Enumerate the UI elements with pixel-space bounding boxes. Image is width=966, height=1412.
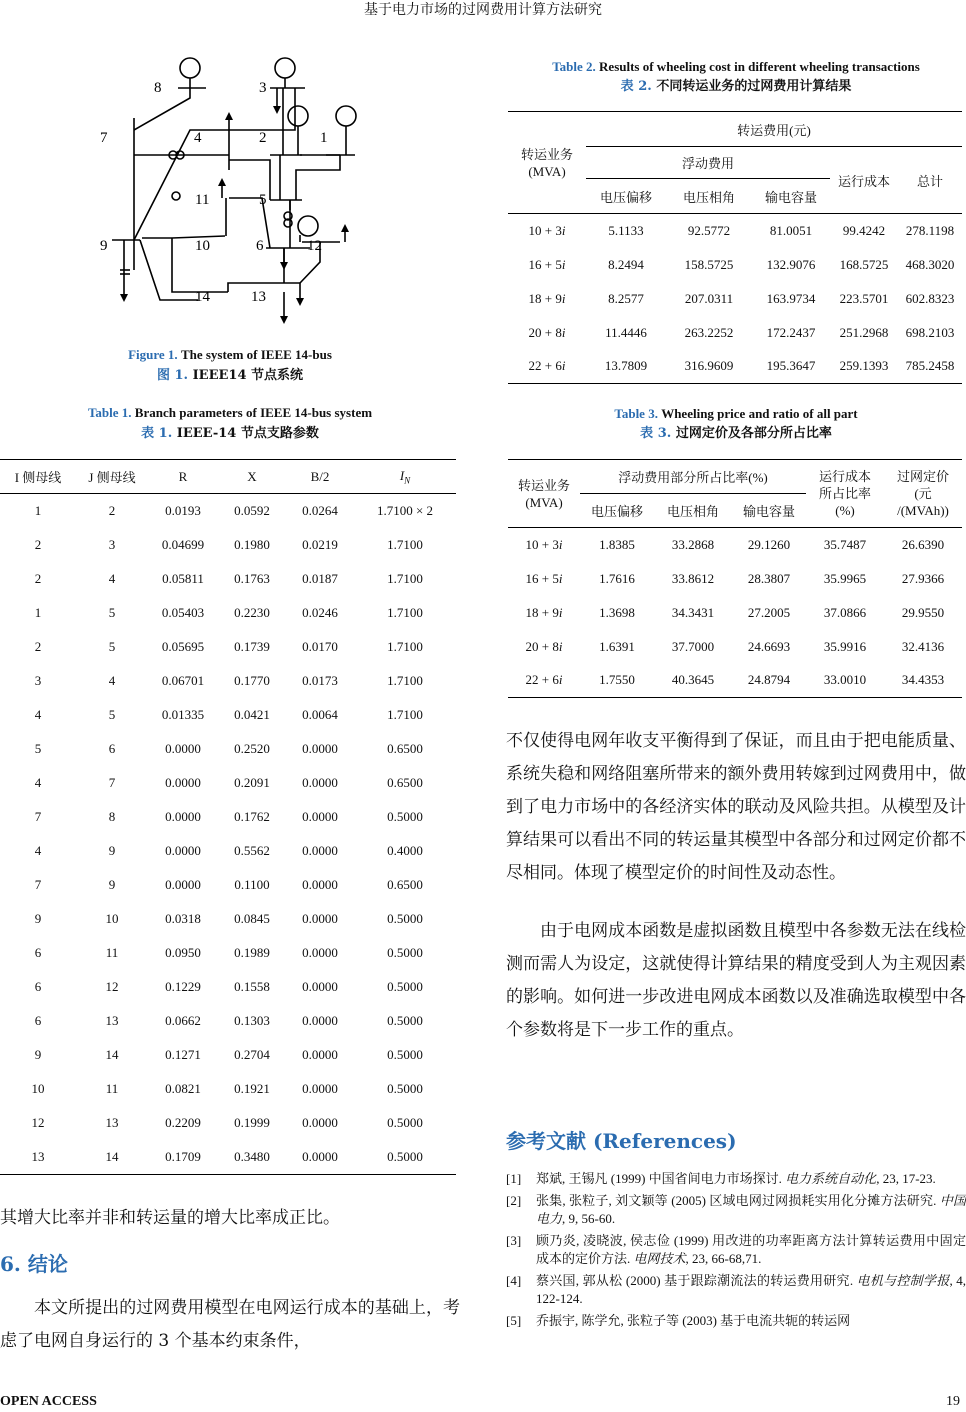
table-cell: 0.1229 <box>165 979 201 994</box>
table-cell: 132.9076 <box>766 256 816 272</box>
table-cell: 10 <box>105 911 119 926</box>
table-cell: 27.9366 <box>901 570 945 586</box>
table-cell: 0.04699 <box>161 537 205 552</box>
col-header: 运行成本 所占比率 (%) <box>806 460 884 528</box>
table-cell: 14 <box>105 1149 119 1164</box>
table-cell: 34.3431 <box>671 604 715 620</box>
table-cell: 0.2091 <box>234 775 270 790</box>
footer-open-access: OPEN ACCESS <box>0 1394 97 1409</box>
table-cell: 6 <box>108 741 116 756</box>
col-header: 浮动费用 <box>586 147 830 179</box>
reference-item: [3] 顾乃炎, 凌晓波, 侯志俭 (1999) 用改进的功率距离方法计算转运费用中固定成本的定价方法. 电网技术, 23, 66-68,71. <box>506 1233 966 1266</box>
bus-label: 13 <box>251 289 266 305</box>
table-cell: 2 <box>34 537 42 552</box>
table-cell: 0.5000 <box>387 1081 423 1096</box>
table-cell: 0.1980 <box>234 537 270 552</box>
table-cell: 4 <box>34 843 42 858</box>
table-cell: 251.2968 <box>839 324 889 340</box>
table-cell: 0.0000 <box>302 1115 338 1130</box>
table-cell: 10 + 3i <box>528 222 566 238</box>
reference-item: [2] 张集, 张粒子, 刘文颖等 (2005) 区域电网过网损耗实用化分摊方法研究. 中国电力, 9, 56-60. <box>506 1193 966 1226</box>
table1-caption-zh: 表 1. IEEE-14 节点支路参数 <box>141 426 319 441</box>
table-cell: 0.6500 <box>387 877 423 892</box>
table-cell: 26.6390 <box>901 536 945 552</box>
left-paragraph-2: 本文所提出的过网费用模型在电网运行成本的基础上，考虑了电网自身运行的 3 个基本约束条件， <box>0 1298 460 1351</box>
table-row <box>0 1106 456 1140</box>
table-cell: 1.3698 <box>599 604 635 620</box>
table-cell: 0.2230 <box>234 605 270 620</box>
table-cell: 29.1260 <box>747 536 791 552</box>
table-row <box>508 596 962 630</box>
table-cell: 0.0000 <box>302 1013 338 1028</box>
table-cell: 99.4242 <box>842 222 886 238</box>
table-cell: 0.5000 <box>387 1115 423 1130</box>
table-cell: 0.0000 <box>302 1149 338 1164</box>
table-cell: 35.9965 <box>823 570 867 586</box>
table-cell: 0.1303 <box>234 1013 270 1028</box>
figure1-caption-en: Figure 1. The system of IEEE 14-bus <box>128 347 332 362</box>
table-cell: 0.1770 <box>234 673 270 688</box>
bus-label: 8 <box>154 80 162 96</box>
right-paragraph-1: 不仅使得电网年收支平衡得到了保证，而且由于把电能质量、系统失稳和网络阻塞所带来的额外费用转嫁到过网费用中，做到了电力市场中的各经济实体的联动及风险共担。从模型及计算结果可以看出不同的转运量其模型中各部分和过网定价都不尽相同。体现了模型定价的时间性及动态性。 <box>506 731 966 883</box>
table-row <box>508 282 962 316</box>
table-row <box>0 936 456 970</box>
table-cell: 13.7809 <box>604 358 648 374</box>
bus-label: 3 <box>259 80 267 96</box>
table-cell: 10 <box>31 1081 45 1096</box>
table-cell: 163.9734 <box>766 290 816 306</box>
table-cell: 0.0000 <box>302 911 338 926</box>
table-cell: 5 <box>108 639 116 654</box>
table-row <box>508 248 962 282</box>
table-cell: 0.0187 <box>302 571 338 586</box>
table-cell: 8.2494 <box>608 256 644 272</box>
table-cell: 0.6500 <box>387 775 423 790</box>
table-cell: 0.0000 <box>302 945 338 960</box>
table-row <box>0 562 456 596</box>
table-cell: 5 <box>108 707 116 722</box>
col-header: 转运费用(元) <box>586 112 962 147</box>
table-cell: 4 <box>34 707 42 722</box>
table-cell: 1.7616 <box>599 570 635 586</box>
table-row <box>508 214 962 248</box>
table-cell: 33.2868 <box>671 536 715 552</box>
col-header: 转运业务 (MVA) <box>508 112 586 214</box>
table-row <box>0 494 456 529</box>
table-cell: 0.0000 <box>302 1047 338 1062</box>
reference-item: [4] 蔡兴国, 郭从松 (2000) 基于跟踪潮流法的转运费用研究. 电机与控制学报, 4, 122-124. <box>506 1273 966 1306</box>
table-cell: 223.5701 <box>839 290 889 306</box>
table-cell: 0.5000 <box>387 1047 423 1062</box>
table-cell: 1.7100 <box>387 571 423 586</box>
table-cell: 1.6391 <box>599 638 635 654</box>
table-cell: 0.0000 <box>165 877 201 892</box>
table3-wheeling-price <box>508 459 962 698</box>
table-cell: 0.1709 <box>165 1149 201 1164</box>
table-cell: 0.0000 <box>165 775 201 790</box>
col-header: 总计 <box>898 147 962 214</box>
table-cell: 11 <box>105 1081 119 1096</box>
table-row <box>0 1072 456 1106</box>
table-cell: 22 + 6i <box>528 358 566 374</box>
table-row <box>508 630 962 664</box>
table-cell: 259.1393 <box>839 358 889 374</box>
table-cell: 1.7100 <box>387 605 423 620</box>
col-header: 过网定价 (元 /(MVAh)) <box>884 460 962 528</box>
col-header: 运行成本 <box>830 147 898 214</box>
table-row <box>0 902 456 936</box>
table-row <box>508 316 962 350</box>
table-cell: 0.0173 <box>302 673 338 688</box>
table2-wheeling-cost <box>508 111 962 384</box>
table-cell: 3 <box>34 673 42 688</box>
table-cell: 7 <box>108 775 116 790</box>
table-cell: 9 <box>108 877 116 892</box>
table-cell: 0.2520 <box>234 741 270 756</box>
table-row <box>508 350 962 384</box>
table-cell: 0.1763 <box>234 571 270 586</box>
table-cell: 1 <box>34 605 42 620</box>
table1-caption-en: Table 1. Branch parameters of IEEE 14-bus system <box>87 405 373 420</box>
table-cell: 0.5000 <box>387 945 423 960</box>
table-cell: 785.2458 <box>905 358 955 374</box>
figure1-caption-zh: 图 1. IEEE14 节点系统 <box>156 368 304 383</box>
table-cell: 468.3020 <box>905 256 955 272</box>
section-heading-conclusion: 6. 结论 <box>0 1252 68 1276</box>
table-cell: 0.5000 <box>387 979 423 994</box>
table2-caption-zh: 表 2. 不同转运业务的过网费用计算结果 <box>620 79 852 94</box>
table-cell: 0.0000 <box>302 809 338 824</box>
col-header: 输电容量 <box>732 494 806 528</box>
reference-item: [1] 郑斌, 王锡凡 (1999) 中国省间电力市场探讨. 电力系统自动化, 23, 17-23. <box>506 1171 936 1186</box>
table-cell: 0.2704 <box>234 1047 270 1062</box>
bus-label: 6 <box>256 238 264 254</box>
table-row <box>0 630 456 664</box>
table-cell: 0.5000 <box>387 911 423 926</box>
table-cell: 1.7550 <box>599 672 635 688</box>
col-header: J 侧母线 <box>76 460 148 494</box>
table-row <box>0 732 456 766</box>
table-cell: 16 + 5i <box>525 570 563 586</box>
table-row <box>0 800 456 834</box>
table-cell: 32.4136 <box>901 638 945 654</box>
bus-label: 1 <box>320 130 328 146</box>
ieee14-bus-diagram <box>95 52 375 327</box>
table-cell: 0.1921 <box>234 1081 270 1096</box>
table-cell: 37.0866 <box>823 604 867 620</box>
table-row <box>0 596 456 630</box>
bus-label: 5 <box>259 192 267 208</box>
table-row <box>0 834 456 868</box>
table-cell: 0.1762 <box>234 809 270 824</box>
table-row <box>0 698 456 732</box>
table-cell: 9 <box>108 843 116 858</box>
table-cell: 0.0000 <box>302 979 338 994</box>
table-cell: 8 <box>108 809 116 824</box>
table-cell: 263.2252 <box>684 324 734 340</box>
table-cell: 11.4446 <box>605 324 647 340</box>
table-cell: 0.0662 <box>165 1013 201 1028</box>
table-cell: 0.0592 <box>234 503 270 518</box>
table-cell: 0.5000 <box>387 1013 423 1028</box>
col-header: 电压偏移 <box>586 179 666 214</box>
table-cell: 6 <box>34 979 42 994</box>
table-row <box>508 528 962 562</box>
col-header: 电压相角 <box>666 179 752 214</box>
bus-label: 4 <box>194 130 202 146</box>
table1-branch-parameters <box>0 459 456 1175</box>
table3-caption-en: Table 3. Wheeling price and ratio of all part <box>614 406 858 421</box>
table-row <box>0 766 456 800</box>
reference-item: [5] 乔振宇, 陈学允, 张粒子等 (2003) 基于电流共轭的转运网 <box>506 1313 851 1328</box>
table-row <box>0 970 456 1004</box>
table-cell: 40.3645 <box>671 672 715 688</box>
table-cell: 0.4000 <box>387 843 423 858</box>
table-row <box>508 562 962 596</box>
left-paragraph-1: 其增大比率并非和转运量的增大比率成正比。 <box>0 1208 340 1228</box>
table-cell: 2 <box>108 503 116 518</box>
table-cell: 13 <box>31 1149 45 1164</box>
table-cell: 0.0000 <box>165 843 201 858</box>
table-cell: 1.7100 <box>387 707 423 722</box>
table-cell: 5.1133 <box>608 222 644 238</box>
table-cell: 22 + 6i <box>525 672 563 688</box>
table2-caption-en: Table 2. Results of wheeling cost in different wheeling transactions <box>552 59 920 74</box>
bus-label: 2 <box>259 130 267 146</box>
table-cell: 5 <box>108 605 116 620</box>
table-cell: 0.0000 <box>302 1081 338 1096</box>
table-cell: 0.0821 <box>165 1081 201 1096</box>
table-cell: 4 <box>108 673 116 688</box>
bus-label: 7 <box>100 130 108 146</box>
references-heading: 参考文献 (References) <box>506 1129 737 1153</box>
table-cell: 13 <box>105 1013 119 1028</box>
table-cell: 195.3647 <box>766 358 816 374</box>
table-cell: 35.9916 <box>823 638 867 654</box>
table-cell: 316.9609 <box>684 358 734 374</box>
table-cell: 24.6693 <box>747 638 791 654</box>
table-cell: 0.0000 <box>302 877 338 892</box>
table-cell: 7 <box>34 877 42 892</box>
table-cell: 10 + 3i <box>525 536 563 552</box>
col-header: 电压偏移 <box>580 494 654 528</box>
table-cell: 0.0000 <box>302 741 338 756</box>
table-row <box>508 664 962 698</box>
table-cell: 0.0845 <box>234 911 270 926</box>
table-cell: 0.0318 <box>165 911 201 926</box>
col-header: I 侧母线 <box>0 460 76 494</box>
table-cell: 0.0421 <box>234 707 270 722</box>
col-header: B/2 <box>286 460 354 494</box>
table-cell: 0.0000 <box>302 843 338 858</box>
table-cell: 2 <box>34 571 42 586</box>
table-cell: 0.5000 <box>387 809 423 824</box>
table-cell: 33.8612 <box>671 570 715 586</box>
table-cell: 0.5000 <box>387 1149 423 1164</box>
table-cell: 158.5725 <box>684 256 734 272</box>
table-cell: 0.0170 <box>302 639 338 654</box>
table-cell: 1.7100 <box>387 537 423 552</box>
bus-label: 9 <box>100 238 108 254</box>
table-cell: 0.1999 <box>234 1115 270 1130</box>
table-cell: 0.01335 <box>161 707 205 722</box>
table-cell: 12 <box>31 1115 45 1130</box>
table-cell: 5 <box>34 741 42 756</box>
table-row <box>0 664 456 698</box>
table-cell: 28.3807 <box>747 570 791 586</box>
table-cell: 35.7487 <box>823 536 867 552</box>
table-cell: 0.1100 <box>234 877 270 892</box>
table-cell: 1.7100 × 2 <box>376 503 434 518</box>
table-cell: 18 + 9i <box>528 290 566 306</box>
table-cell: 0.2209 <box>165 1115 201 1130</box>
table-cell: 34.4353 <box>901 672 945 688</box>
table-cell: 278.1198 <box>905 222 955 238</box>
table-cell: 0.0064 <box>302 707 338 722</box>
table-row <box>0 1038 456 1072</box>
table-cell: 4 <box>34 775 42 790</box>
table-cell: 0.06701 <box>161 673 205 688</box>
table-cell: 602.8323 <box>905 290 955 306</box>
table-cell: 3 <box>108 537 116 552</box>
table-cell: 13 <box>105 1115 119 1130</box>
table-cell: 0.5562 <box>234 843 270 858</box>
table-cell: 0.0950 <box>165 945 201 960</box>
table-cell: 172.2437 <box>766 324 816 340</box>
table-row <box>0 1140 456 1175</box>
table-cell: 18 + 9i <box>525 604 563 620</box>
table-cell: 0.0264 <box>302 503 338 518</box>
col-header: 电压相角 <box>654 494 732 528</box>
table-cell: 81.0051 <box>769 222 813 238</box>
table-cell: 29.9550 <box>901 604 945 620</box>
table-cell: 0.1989 <box>234 945 270 960</box>
table-cell: 6 <box>34 945 42 960</box>
table-cell: 207.0311 <box>684 290 734 306</box>
bus-label: 10 <box>195 238 210 254</box>
table-cell: 0.1558 <box>234 979 270 994</box>
table-cell: 24.8794 <box>747 672 791 688</box>
table-cell: 9 <box>34 1047 42 1062</box>
table-cell: 0.0219 <box>302 537 338 552</box>
table-cell: 9 <box>34 911 42 926</box>
table-cell: 0.0000 <box>165 741 201 756</box>
table-cell: 0.05403 <box>161 605 205 620</box>
table-cell: 33.0010 <box>823 672 867 688</box>
table-cell: 20 + 8i <box>525 638 563 654</box>
table-cell: 1.7100 <box>387 673 423 688</box>
table-cell: 0.0000 <box>302 775 338 790</box>
table-cell: 14 <box>105 1047 119 1062</box>
table-cell: 12 <box>105 979 119 994</box>
table-cell: 92.5772 <box>687 222 731 238</box>
table-cell: 0.0193 <box>165 503 201 518</box>
running-header: 基于电力市场的过网费用计算方法研究 <box>364 2 602 18</box>
table-cell: 37.7000 <box>671 638 715 654</box>
table-cell: 1.7100 <box>387 639 423 654</box>
table-cell: 7 <box>34 809 42 824</box>
table-cell: 4 <box>108 571 116 586</box>
page-number: 19 <box>946 1394 960 1409</box>
col-header: $I_N$ <box>354 460 456 494</box>
table-cell: 0.1271 <box>165 1047 201 1062</box>
table-cell: 20 + 8i <box>528 324 566 340</box>
bus-label: 12 <box>307 238 322 254</box>
bus-label: 14 <box>195 289 210 305</box>
col-header: R <box>148 460 218 494</box>
table-cell: 1.8385 <box>599 536 635 552</box>
table-cell: 11 <box>105 945 119 960</box>
table-cell: 698.2103 <box>905 324 955 340</box>
bus-label: 11 <box>195 192 210 208</box>
col-header: 输电容量 <box>752 179 830 214</box>
table-cell: 8.2577 <box>608 290 644 306</box>
table-cell: 2 <box>34 639 42 654</box>
table-cell: 0.05811 <box>162 571 204 586</box>
table-row <box>0 868 456 902</box>
table-cell: 0.0000 <box>165 809 201 824</box>
col-header: 浮动费用部分所占比率(%) <box>580 460 806 494</box>
references-list <box>506 1170 966 1334</box>
table-cell: 0.0246 <box>302 605 338 620</box>
table-cell: 0.6500 <box>387 741 423 756</box>
table-cell: 6 <box>34 1013 42 1028</box>
table-cell: 0.05695 <box>161 639 205 654</box>
table-cell: 27.2005 <box>747 604 791 620</box>
table-row <box>0 528 456 562</box>
table-row <box>0 1004 456 1038</box>
table-cell: 0.1739 <box>234 639 270 654</box>
table-cell: 1 <box>34 503 42 518</box>
table3-caption-zh: 表 3. 过网定价及各部分所占比率 <box>640 426 832 441</box>
col-header: 转运业务 (MVA) <box>508 460 580 528</box>
table-cell: 16 + 5i <box>528 256 566 272</box>
table-cell: 168.5725 <box>839 256 889 272</box>
right-paragraph-2: 由于电网成本函数是虚拟函数且模型中各参数无法在线检测而需人为设定，这就使得计算结果的精度受到人为主观因素的影响。如何进一步改进电网成本函数以及准确选取模型中各个参数将是下一步工作的重点。 <box>506 921 966 1040</box>
col-header: X <box>218 460 286 494</box>
table-cell: 0.3480 <box>234 1149 270 1164</box>
